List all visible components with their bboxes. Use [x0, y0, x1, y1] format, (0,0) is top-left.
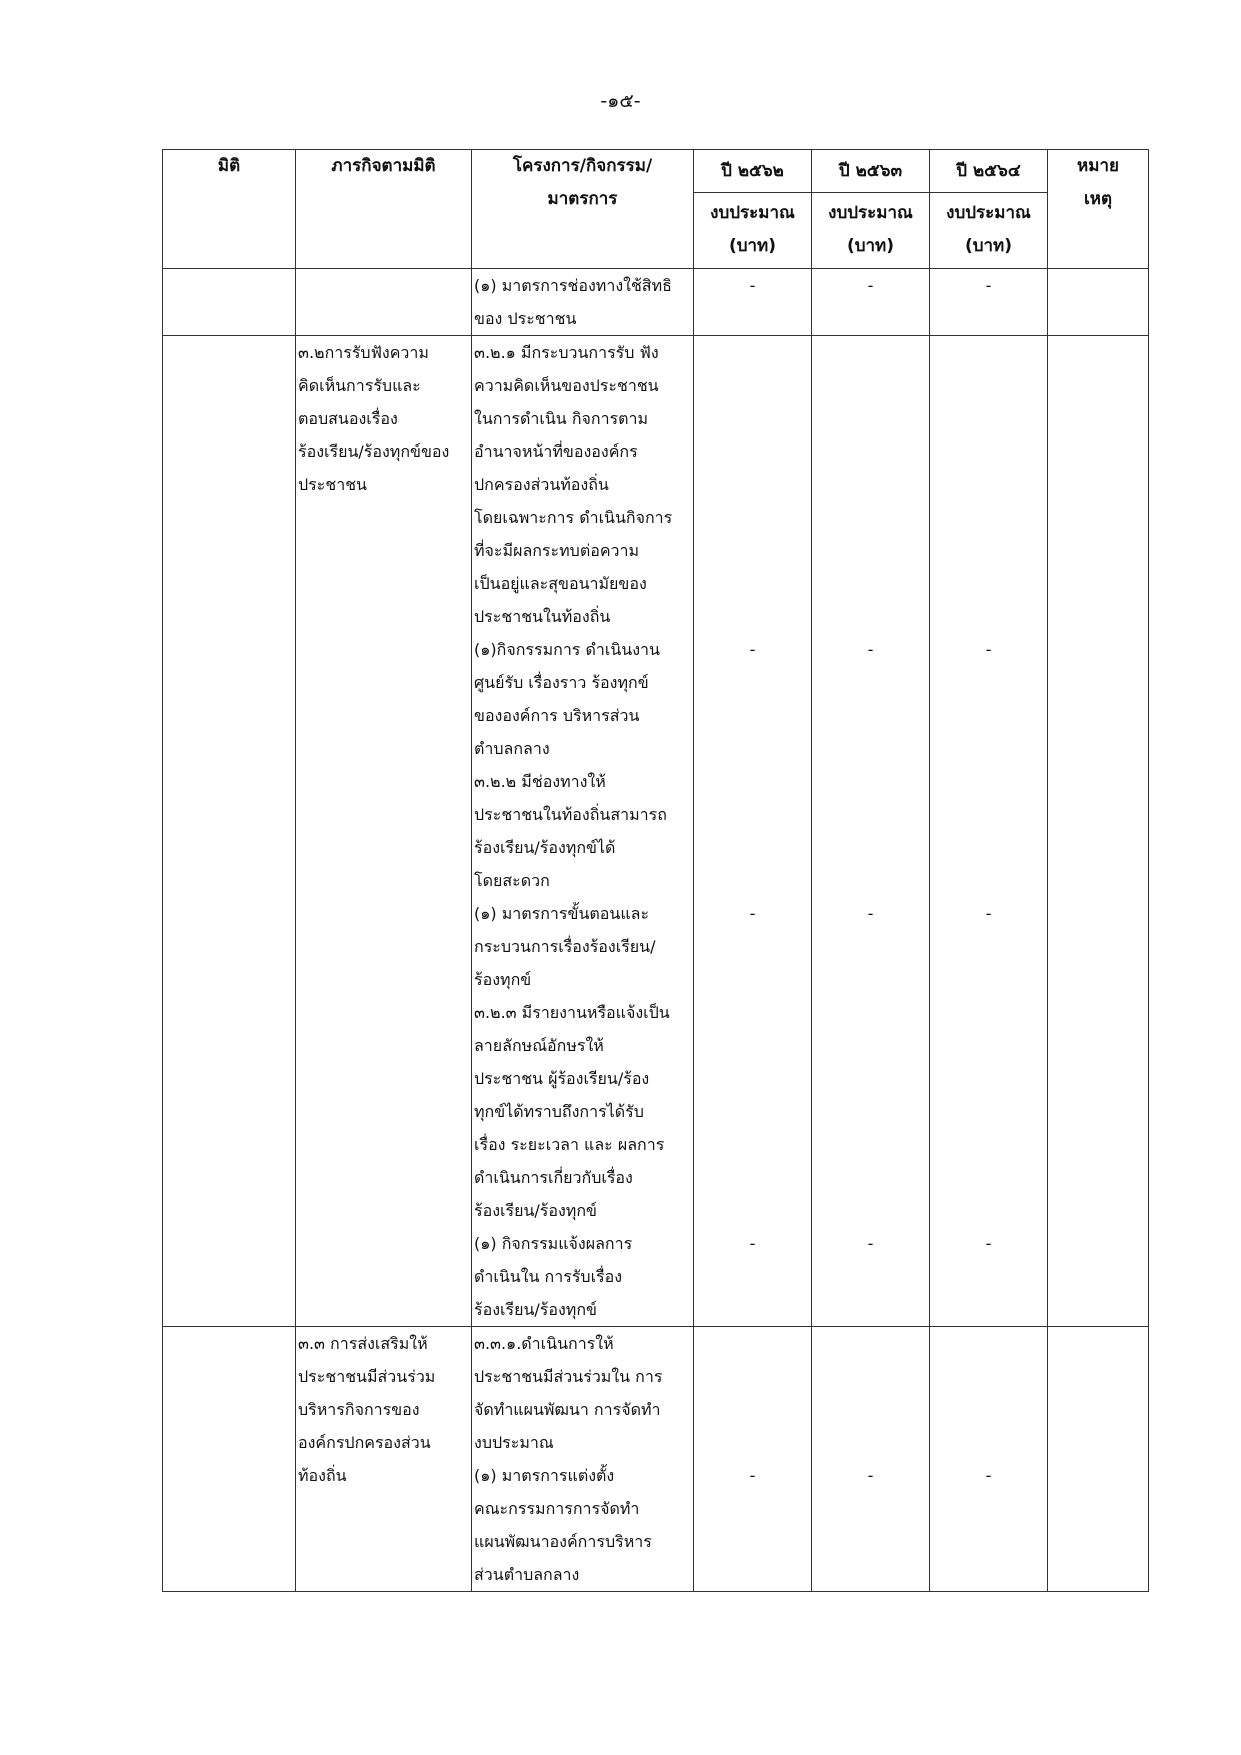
- project-line: กระบวนการเรื่องร้องเรียน/: [474, 937, 656, 956]
- project-line: ตำบลกลาง: [474, 739, 550, 758]
- header-mission-label: ภารกิจตามมิติ: [331, 156, 436, 176]
- cell-mission: [296, 336, 472, 1327]
- budget-label: งบประมาณ: [828, 203, 913, 224]
- cell-remark: [1048, 1327, 1149, 1592]
- project-line: ร้องเรียน/ร้องทุกข์ได้: [474, 838, 616, 857]
- header-year-2563: ปี ๒๕๖๓: [812, 150, 930, 193]
- project-line: (๑) มาตรการแต่งตั้ง: [474, 1466, 615, 1485]
- project-line: ขององค์การ บริหารส่วน: [474, 706, 640, 725]
- header-dimension-label: มิติ: [217, 156, 241, 176]
- project-line: อำนาจหน้าที่ขององค์กร: [474, 442, 638, 461]
- budget-value: -: [985, 904, 992, 923]
- budget-value: -: [867, 1234, 874, 1253]
- table-row: [163, 269, 1149, 336]
- mission-line: องค์กรปกครองส่วน: [298, 1433, 431, 1452]
- project-line: โดยเฉพาะการ ดำเนินกิจการ: [474, 508, 673, 527]
- project-line: ๓.๒.๑ มีกระบวนการรับ ฟัง: [474, 343, 659, 362]
- header-remark-line: เหตุ: [1083, 189, 1113, 209]
- project-line: เรื่อง ระยะเวลา และ ผลการ: [474, 1135, 665, 1154]
- header-dimension: [163, 150, 296, 269]
- project-line: เป็นอยู่และสุขอนามัยของ: [474, 574, 647, 593]
- project-line: ทุกข์ได้ทราบถึงการได้รับ: [474, 1102, 644, 1121]
- mission-line: ท้องถิ่น: [298, 1466, 347, 1485]
- budget-value: -: [749, 904, 756, 923]
- project-line: ส่วนตำบลกลาง: [474, 1565, 580, 1584]
- project-line: ลายลักษณ์อักษรให้: [474, 1036, 604, 1055]
- header-year-2562: ปี ๒๕๖๒: [694, 150, 812, 193]
- budget-unit: (บาท): [728, 236, 777, 257]
- cell-project: [472, 1327, 694, 1592]
- header-remark: [1048, 150, 1149, 269]
- budget-value: -: [985, 1234, 992, 1253]
- header-budget-2562: [694, 193, 812, 269]
- budget-value: -: [749, 1466, 756, 1485]
- page-number: -๑๕-: [600, 90, 641, 112]
- budget-plan-table: [162, 149, 1149, 1592]
- mission-line: ประชาชนมีส่วนร่วม: [298, 1367, 436, 1386]
- mission-line: คิดเห็นการรับและ: [298, 376, 421, 395]
- budget-label: งบประมาณ: [946, 203, 1031, 224]
- project-line: ร้องเรียน/ร้องทุกข์: [474, 1300, 597, 1319]
- project-line: ๓.๓.๑.ดำเนินการให้: [474, 1334, 614, 1353]
- cell-budget: [812, 269, 930, 336]
- project-line: ดำเนินใน การรับเรื่อง: [474, 1267, 623, 1286]
- project-line: คณะกรรมการการจัดทำ: [474, 1499, 640, 1518]
- cell-budget: [930, 336, 1048, 1327]
- project-line: ความคิดเห็นของประชาชน: [474, 376, 659, 395]
- mission-line: ร้องเรียน/ร้องทุกข์ของ: [298, 442, 450, 461]
- cell-budget: [930, 269, 1048, 336]
- cell-budget: [694, 1327, 812, 1592]
- project-line: ดำเนินการเกี่ยวกับเรื่อง: [474, 1168, 633, 1187]
- budget-value: -: [985, 640, 992, 659]
- cell-remark: [1048, 336, 1149, 1327]
- header-budget-2564: [930, 193, 1048, 269]
- project-line: (๑) มาตรการขั้นตอนและ: [474, 904, 650, 923]
- budget-value: -: [867, 276, 874, 295]
- project-line: (๑) มาตรการช่องทางใช้สิทธิ: [474, 276, 672, 295]
- budget-value: -: [749, 276, 756, 295]
- header-budget-2563: [812, 193, 930, 269]
- budget-value: -: [985, 1466, 992, 1485]
- project-line: ประชาชนมีส่วนร่วมใน การ: [474, 1367, 663, 1386]
- header-year-2564: ปี ๒๕๖๔: [930, 150, 1048, 193]
- cell-budget: [812, 336, 930, 1327]
- project-line: ในการดำเนิน กิจการตาม: [474, 409, 649, 428]
- project-line: ของ ประชาชน: [474, 309, 577, 328]
- mission-line: ตอบสนองเรื่อง: [298, 409, 398, 428]
- table-row: [163, 336, 1149, 1327]
- table-body: [163, 269, 1149, 1592]
- project-line: จัดทำแผนพัฒนา การจัดทำ: [474, 1400, 661, 1419]
- project-line: งบประมาณ: [474, 1433, 554, 1452]
- cell-project: [472, 269, 694, 336]
- project-line: ศูนย์รับ เรื่องราว ร้องทุกข์: [474, 673, 649, 692]
- project-line: ๓.๒.๒ มีช่องทางให้: [474, 772, 606, 791]
- cell-mission: [296, 1327, 472, 1592]
- header-remark-line: หมาย: [1077, 156, 1119, 176]
- cell-budget: [694, 336, 812, 1327]
- mission-line: ๓.๒การรับฟังความ: [298, 343, 429, 362]
- mission-line: บริหารกิจการของ: [298, 1400, 420, 1419]
- project-line: ๓.๒.๓ มีรายงานหรือแจ้งเป็น: [474, 1003, 670, 1022]
- budget-value: -: [985, 276, 992, 295]
- budget-value: -: [867, 1466, 874, 1485]
- project-line: ที่จะมีผลกระทบต่อความ: [474, 541, 640, 560]
- budget-unit: (บาท): [846, 236, 895, 257]
- cell-budget: [694, 269, 812, 336]
- project-line: ประชาชนในท้องถิ่นสามารถ: [474, 805, 667, 824]
- budget-value: -: [749, 1234, 756, 1253]
- header-row-top: [163, 150, 1149, 193]
- budget-value: -: [749, 640, 756, 659]
- header-mission: [296, 150, 472, 269]
- cell-dimension: [163, 336, 296, 1327]
- header-project-line: โครงการ/กิจกรรม/: [512, 156, 653, 176]
- header-project-line: มาตรการ: [547, 189, 618, 209]
- mission-line: ประชาชน: [298, 475, 367, 494]
- table-row: [163, 1327, 1149, 1592]
- budget-value: -: [867, 904, 874, 923]
- cell-project: [472, 336, 694, 1327]
- project-line: ปกครองส่วนท้องถิ่น: [474, 475, 609, 494]
- cell-remark: [1048, 269, 1149, 336]
- cell-budget: [812, 1327, 930, 1592]
- budget-value: -: [867, 640, 874, 659]
- project-line: ร้องทุกข์: [474, 970, 532, 989]
- header-project: [472, 150, 694, 269]
- mission-line: ๓.๓ การส่งเสริมให้: [298, 1334, 428, 1353]
- project-line: (๑) กิจกรรมแจ้งผลการ: [474, 1234, 633, 1253]
- cell-mission: [296, 269, 472, 336]
- budget-unit: (บาท): [964, 236, 1013, 257]
- project-line: แผนพัฒนาองค์การบริหาร: [474, 1532, 652, 1551]
- cell-dimension: [163, 1327, 296, 1592]
- project-line: (๑)กิจกรรมการ ดำเนินงาน: [474, 640, 660, 659]
- project-line: ประชาชนในท้องถิ่น: [474, 607, 611, 626]
- cell-budget: [930, 1327, 1048, 1592]
- project-line: ร้องเรียน/ร้องทุกข์: [474, 1201, 597, 1220]
- cell-dimension: [163, 269, 296, 336]
- project-line: โดยสะดวก: [474, 871, 550, 890]
- project-line: ประชาชน ผู้ร้องเรียน/ร้อง: [474, 1069, 650, 1088]
- budget-label: งบประมาณ: [710, 203, 795, 224]
